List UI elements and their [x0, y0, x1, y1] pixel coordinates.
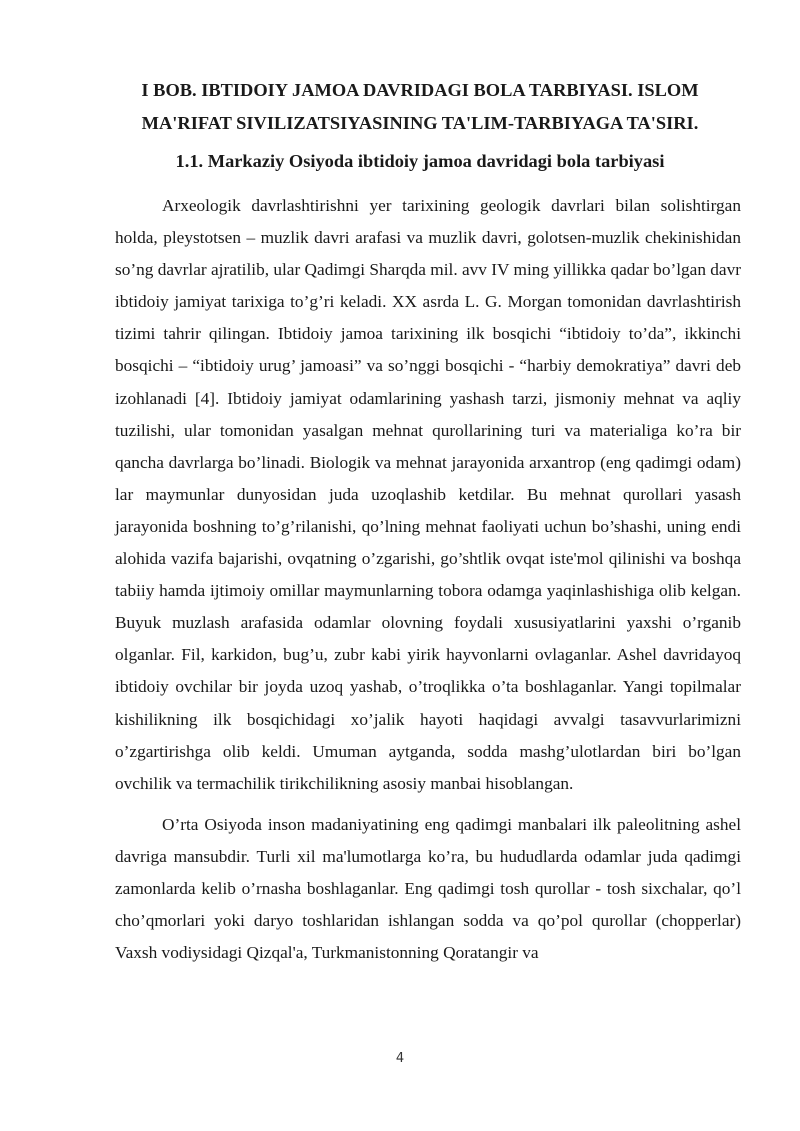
- body-text: [115, 190, 741, 969]
- paragraph-1: Arxeologik davrlashtirishni yer tarixining geologik davrlari bilan solishtirgan holda, pleystotsen – muzlik davri arafasi va muzlik davri, golotsen-muzlik chekinishidan so’ng davrlar ajratilib, ular Qadimgi Sharqda mil. avv IV ming yillikka qadar bo’lgan davr ibtidoiy jamiyat tarixiga to’g’ri keladi. XX asrda L. G. Morgan tomonidan davrlashtirish tizimi tahrir qilingan. Ibtidoiy jamoa tarixining ilk bosqichi “ibtidoiy to’da”, ikkinchi bosqichi – “ibtidoiy urug’ jamoasi” va so’nggi bosqichi - “harbiy demokratiya” davri deb izohlanadi [4]. Ibtidoiy jamiyat odamlarining yashash tarzi, jismoniy mehnat va aqliy tuzilishi, ular tomonidan yasalgan mehnat qurollarining turi va materialiga ko’ra bir qancha davrlarga bo’linadi. Biologik va mehnat jarayonida arxantrop (eng qadimgi odam) lar maymunlar dunyosidan juda uzoqlashib ketdilar. Bu mehnat qurollari yasash jarayonida boshning to’g’rilanishi, qo’lning mehnat faoliyati uchun bo’shashi, uning endi alohida vazifa bajarishi, ovqatning o’zgarishi, go’shtlik ovqat iste'mol qilinishi va boshqa tabiiy hamda ijtimoiy omillar maymunlarning tobora odamga yaqinlashishiga olib kelgan. Buyuk muzlash arafasida odamlar olovning foydali xususiyatlarini yaxshi o’rganib olganlar. Fil, karkidon, bug’u, zubr kabi yirik hayvonlarni ovlaganlar. Ashel davridayoq ibtidoiy ovchilar bir joyda uzoq yashab, o’troqlikka o’ta boshlaganlar. Yangi topilmalar kishilikning ilk bosqichidagi xo’jalik hayoti haqidagi avvalgi tasavvurlarimizni o’zgartirishga olib keldi. Umuman aytganda, sodda mashg’ulotlardan biri bo’lgan ovchilik va termachilik tirikchilikning asosiy manbai hisoblangan.: [115, 196, 741, 793]
- chapter-title: [110, 74, 730, 140]
- section-title: 1.1. Markaziy Osiyoda ibtidoiy jamoa davridagi bola tarbiyasi: [175, 151, 665, 171]
- paragraph-2: O’rta Osiyoda inson madaniyatining eng qadimgi manbalari ilk paleolitning ashel davriga mansubdir. Turli xil ma'lumotlarga ko’ra, bu hududlarda odamlar juda qadimgi zamonlarda kelib o’rnasha boshlaganlar. Eng qadimgi tosh qurollar - tosh sixchalar, qo’l cho’qmorlari yoki daryo toshlaridan ishlangan sodda va qo’pol qurollar (chopperlar) Vaxsh vodiysidagi Qizqal'a, Turkmanistonning Qoratangir va: [115, 814, 741, 963]
- page-number: 4: [395, 1051, 405, 1066]
- chapter-title-line-2: MA'RIFAT SIVILIZATSIYASINING TA'LIM-TARBIYAGA TA'SIRI.: [141, 113, 699, 133]
- chapter-title-line-1: I BOB. IBTIDOIY JAMOA DAVRIDAGI BOLA TARBIYASI. ISLOM: [141, 80, 699, 100]
